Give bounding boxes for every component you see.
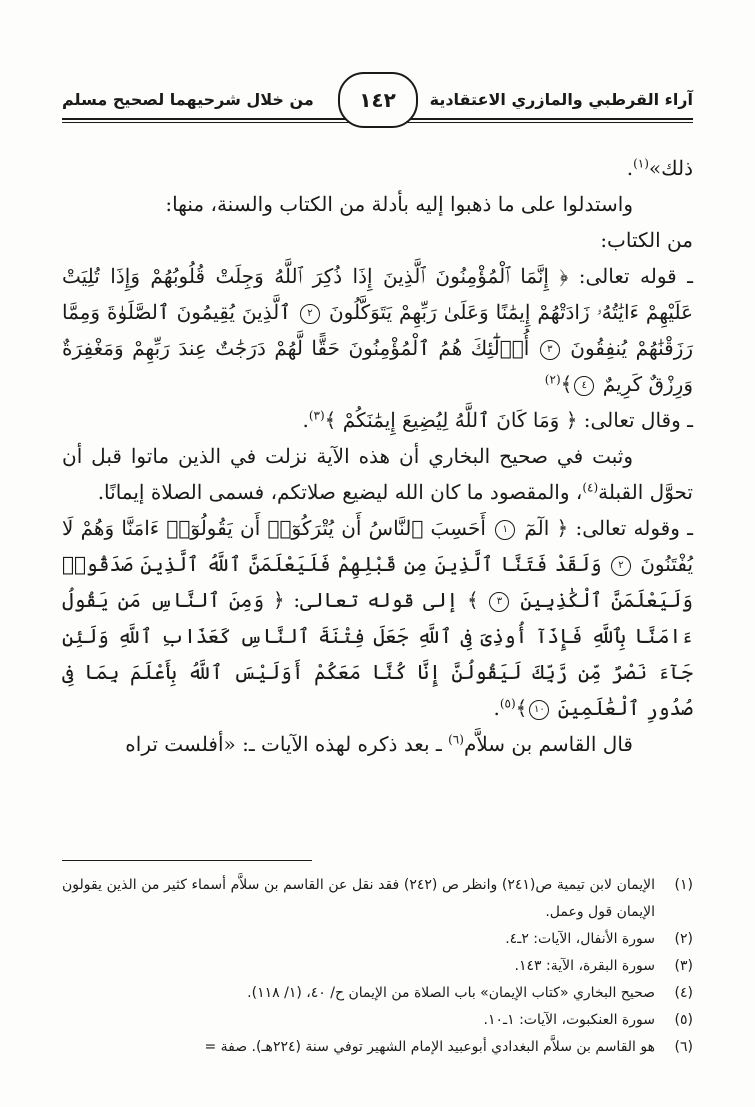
quran-citation [62,258,693,402]
footnote-number: (٢) [674,931,693,947]
footnote-text: هو القاسم بن سلاَّم البغدادي أبوعبيد الإمام الشهير توفي سنة (٢٢٤هـ). صفة = [204,1039,655,1055]
footnote-text: صحيح البخاري «كتاب الإيمان» باب الصلاة من الإيمان ح/ ٤٠، (١/ ١١٨). [247,985,655,1001]
quran-verse: ٱلَّذِينَ يُقِيمُونَ ٱلصَّلَوٰةَ وَمِمَّا رَزَقْنَٰهُمْ يُنفِقُونَ [62,300,694,360]
footnote [62,872,693,926]
footnote-ref: (٥) [499,696,516,711]
ayah-number-icon: ٢ [300,304,320,324]
ayah-number-icon: ٤ [574,376,594,396]
paragraph [62,150,693,186]
paragraph: واستدلوا على ما ذهبوا إليه بأدلة من الكتاب والسنة، منها: [165,192,633,216]
ayah-number-icon: ٣ [540,340,560,360]
running-header [62,72,693,128]
text-run: . [626,156,634,180]
footnote-text: سورة الأنفال، الآيات: ٢ـ٤. [505,931,655,947]
text-run: قال القاسم بن سلاَّم [463,732,633,756]
book-page [62,72,693,1067]
paragraph [62,726,693,762]
footnote-number: (٣) [674,958,693,974]
text-run: ﴾ [560,372,573,396]
header-right-title: آراء القرطبي والمازري الاعتقادية [429,90,693,109]
quran-verse: ﴿ وَمَا كَانَ ٱللَّهُ لِيُضِيعَ إِيمَٰنَكُمْ ﴾ [324,408,578,432]
ayah-number-icon: ٣ [489,592,509,612]
footnote [62,1034,693,1061]
text-run: ، والمقصود ما كان الله ليضيع صلاتكم، فسمى الصلاة إيمانًا. [97,480,583,504]
footnote-ref: (٦) [448,732,464,747]
footnote-number: (١) [674,877,693,893]
ayah-number-icon: ١ [495,520,515,540]
footnotes [62,872,693,1061]
quran-verse: ﴿ وَمِنَ ٱلنَّاسِ مَن يَقُولُ ءَامَنَّا بِٱللَّهِ فَإِذَآ أُوذِىَ فِى ٱللَّهِ جَعَلَ فِتْنَةَ ٱلنَّاسِ كَعَذَابِ ٱللَّهِ وَلَئِن جَآءَ نَصْرٌ مِّن رَّبِّكَ لَيَقُولُنَّ إِنَّا كُنَّا مَعَكُمْ أَوَلَيْسَ ٱللَّهُ بِأَعْلَمَ بِمَا فِى صُدُورِ ٱلْعَٰلَمِينَ [62,588,693,720]
quran-verse: أُو۟لَٰٓئِكَ هُمُ ٱلْمُؤْمِنُونَ حَقًّا لَّهُمْ دَرَجَٰتٌ عِندَ رَبِّهِمْ وَمَغْفِرَةٌ وَرِزْقٌ كَرِيمٌ [62,336,693,396]
text-run: ـ بعد ذكره لهذه الآيات ـ: «أفلست تراه [125,732,442,756]
footnote-separator [62,860,312,861]
text-run: ذلك» [648,156,693,180]
footnote-text: سورة البقرة، الآية: ١٤٣. [514,958,655,974]
quran-citation: ـ وقال تعالى: ﴿ وَمَا كَانَ ٱللَّهُ لِيُضِيعَ إِيمَٰنَكُمْ ﴾$^{(٣)}$. [302,408,693,432]
footnote-ref: (٣) [308,408,325,423]
header-left-title: من خلال شرحيهما لصحيح مسلم [62,90,314,109]
footnote-ref: (٤) [582,480,599,495]
footnote-number: (٥) [674,1012,693,1028]
footnote [62,980,693,1007]
quran-verse: ﴿ الٓمٓ [524,516,569,540]
footnote [62,926,693,953]
footnote-number: (٤) [674,985,693,1001]
text-run: ـ قوله تعالى: [578,264,694,288]
text-run: وثبت في صحيح البخاري أن هذه الآية نزلت في الذين ماتوا قبل أن تحوَّل القبلة [62,444,693,504]
quran-citation: ـ وقوله تعالى: ﴿ الٓمٓ ١ أَحَسِبَ ٱلنَّاسُ أَن يُتْرَكُوٓا۟ أَن يَقُولُوٓا۟ ءَامَنَّا وَهُمْ لَا يُفْتَنُونَ ٢ وَلَقَدْ فَتَنَّا ٱلَّذِينَ مِن قَبْلِهِمْ فَلَيَعْلَمَنَّ ٱللَّهُ ٱلَّذِينَ صَدَقُوا۟ وَلَيَعْلَمَنَّ ٱلْكَٰذِبِينَ ٣ ﴾ إلى قوله تعالى: ﴿ وَمِنَ ٱلنَّاسِ مَن يَقُولُ ءَامَنَّا بِٱللَّهِ فَإِذَآ أُوذِىَ فِى ٱللَّهِ جَعَلَ فِتْنَةَ ٱلنَّاسِ كَعَذَابِ ٱللَّهِ وَلَئِن جَآءَ نَصْرٌ مِّن رَّبِّكَ لَيَقُولُنَّ إِنَّا كُنَّا مَعَكُمْ أَوَلَيْسَ ٱللَّهُ بِأَعْلَمَ بِمَا فِى صُدُورِ ٱلْعَٰلَمِينَ ١٠﴾$^{(٥)}$. [62,516,694,720]
text-run: ﴾ [515,696,528,720]
footnote-ref: (١) [633,156,649,171]
footnote-number: (٦) [674,1039,693,1055]
footnote [62,1007,693,1034]
text-run: ﴾ إلى قوله تعالى: [293,588,479,612]
footnote-ref: (٢) [544,372,561,387]
main-text [62,150,693,762]
quran-verse: ﴿ إِنَّمَا ٱلْمُؤْمِنُونَ ٱلَّذِينَ إِذَا ذُكِرَ ٱللَّهُ وَجِلَتْ قُلُوبُهُمْ وَإِذَا تُلِيَتْ عَلَيْهِمْ ءَايَٰتُهُۥ زَادَتْهُمْ إِيمَٰنًا وَعَلَىٰ رَبِّهِمْ يَتَوَكَّلُونَ [62,264,693,324]
text-run: ـ وقال تعالى: [583,408,693,432]
section-heading: من الكتاب: [600,228,693,252]
footnote [62,953,693,980]
quran-verse: أَحَسِبَ ٱلنَّاسُ أَن يُتْرَكُوٓا۟ أَن يَقُولُوٓا۟ ءَامَنَّا وَهُمْ لَا يُفْتَنُونَ [62,516,694,576]
quran-verse: وَلَقَدْ فَتَنَّا ٱلَّذِينَ مِن قَبْلِهِمْ فَلَيَعْلَمَنَّ ٱللَّهُ ٱلَّذِينَ صَدَقُوا۟ وَلَيَعْلَمَنَّ ٱلْكَٰذِبِينَ [62,552,694,612]
text-run: ـ وقوله تعالى: [575,516,693,540]
footnote-text: الإيمان لابن تيمية ص(٢٤١) وانظر ص (٢٤٢) فقد نقل عن القاسم بن سلاَّم أسماء كثير من الذين يقولون الإيمان قول وعمل. [62,877,655,920]
paragraph [62,438,693,510]
ayah-number-icon: ٢ [611,556,631,576]
ayah-number-icon: ١٠ [529,700,549,720]
footnote-text: سورة العنكبوت، الآيات: ١ـ١٠. [483,1012,655,1028]
page-number: ١٤٢ [338,72,418,128]
